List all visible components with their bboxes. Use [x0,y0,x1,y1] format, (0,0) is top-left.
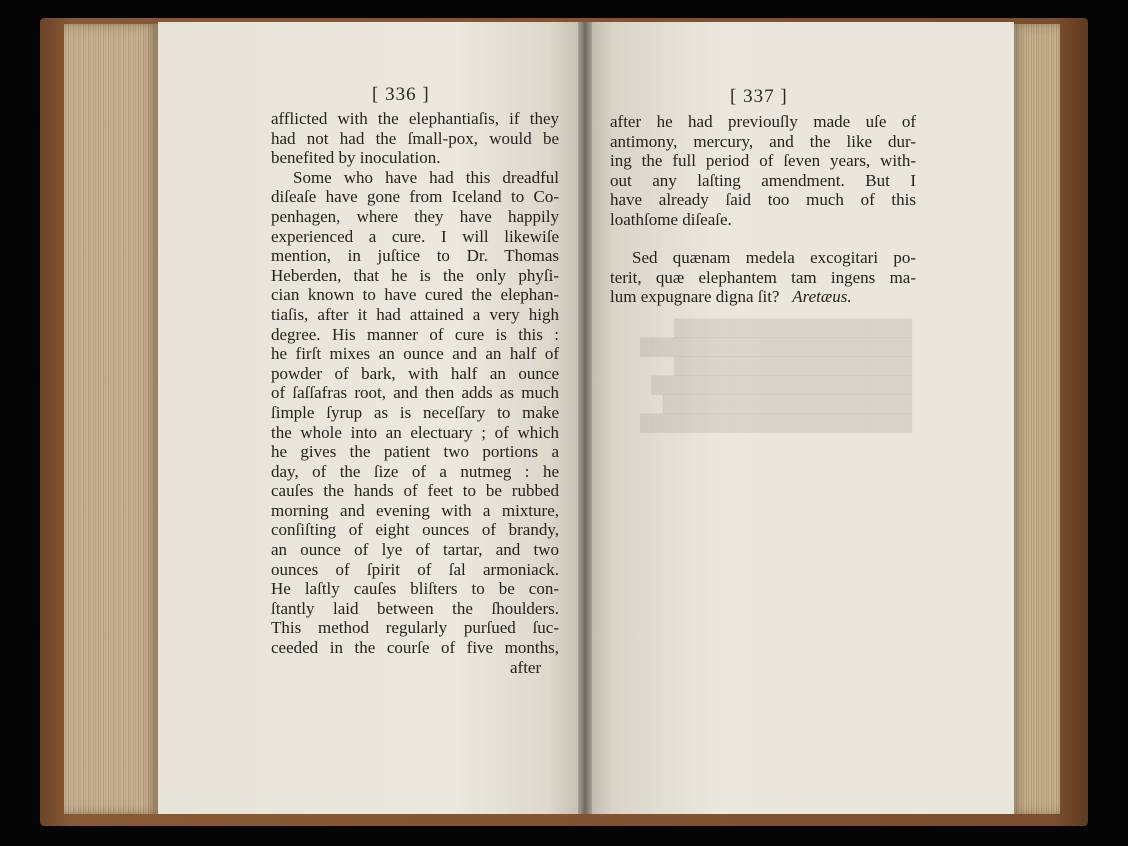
text-line: day, of the ſize of a nutmeg : he [271,461,559,481]
catchword: after [510,658,542,677]
text-line: after he had previouſly made uſe of [610,112,916,131]
text-line: of ſaſſafras root, and then adds as much [271,383,559,403]
text-line: terit, quæ elephantem tam ingens ma- [610,267,916,287]
page-edges-left [64,24,158,814]
page-number-right: [ 337 ] [730,86,788,107]
text-line [610,287,916,307]
text-line: benefited by inoculation. [271,148,441,168]
show-through-texture: █████████████████████ ████████████████████████ █████████████████████ ███████████████████████ ██████████████████████ ████████████████████████ [640,320,913,432]
text-line: cian known to have cured the elephan- [271,285,559,305]
right-page-quotation [610,248,916,307]
text-line: had not had the ſmall-pox, would be [271,128,559,148]
text-line: tiaſis, after it had attained a very high [271,304,559,324]
text-line: Sed quænam medela excogitari po- [632,248,916,267]
text-line: loathſome diſeaſe. [610,209,732,229]
text-line: cauſes the hands of feet to be rubbed [271,481,559,501]
quotation-attribution: Aretæus. [792,287,852,307]
text-line: conſiſting of eight ounces of brandy, [271,520,559,540]
text-line: he gives the patient two portions a [271,442,559,462]
text-line: Heberden, that he is the only phyſi- [271,265,559,285]
text-line: have already ſaid too much of this [610,190,916,210]
text-line: antimony, mercury, and the like dur- [610,131,916,151]
text-line: ing the full period of ſeven years, with- [610,151,916,171]
text-line: the whole into an electuary ; of which [271,422,559,442]
left-page-body [271,109,559,658]
page-number-left: [ 336 ] [372,84,430,105]
text-line: diſeaſe have gone from Iceland to Co- [271,187,559,207]
text-line: an ounce of lye of tartar, and two [271,540,559,560]
text-line: penhagen, where they have happily [271,206,559,226]
text-line: ounces of ſpirit of ſal armoniack. [271,559,559,579]
text-line: morning and evening with a mixture, [271,500,559,520]
right-page-paragraph-1 [610,112,916,230]
text-line: Some who have had this dreadful [293,167,559,187]
text-line: out any laſting amendment. But I [610,170,916,190]
text-line: ceeded in the courſe of five months, [271,638,559,658]
text-line: mention, in juſtice to Dr. Thomas [271,246,559,266]
text-line: He laſtly cauſes bliſters to be con- [271,579,559,599]
text-line: he firſt mixes an ounce and an half of [271,344,559,364]
text-line: powder of bark, with half an ounce [271,363,559,383]
text-line: experienced a cure. I will likewiſe [271,226,559,246]
text-line: This method regularly purſued ſuc- [271,618,559,638]
page-edges-right [1012,24,1060,814]
text-line: degree. His manner of cure is this : [271,324,559,344]
book-gutter [578,22,592,814]
text-line: afflicted with the elephantiaſis, if they [271,109,559,128]
text-line: ſimple ſyrup as is neceſſary to make [271,402,559,422]
quotation-last-line: lum expugnare digna ſit? [610,287,780,307]
text-line: ſtantly laid between the ſhoulders. [271,598,559,618]
